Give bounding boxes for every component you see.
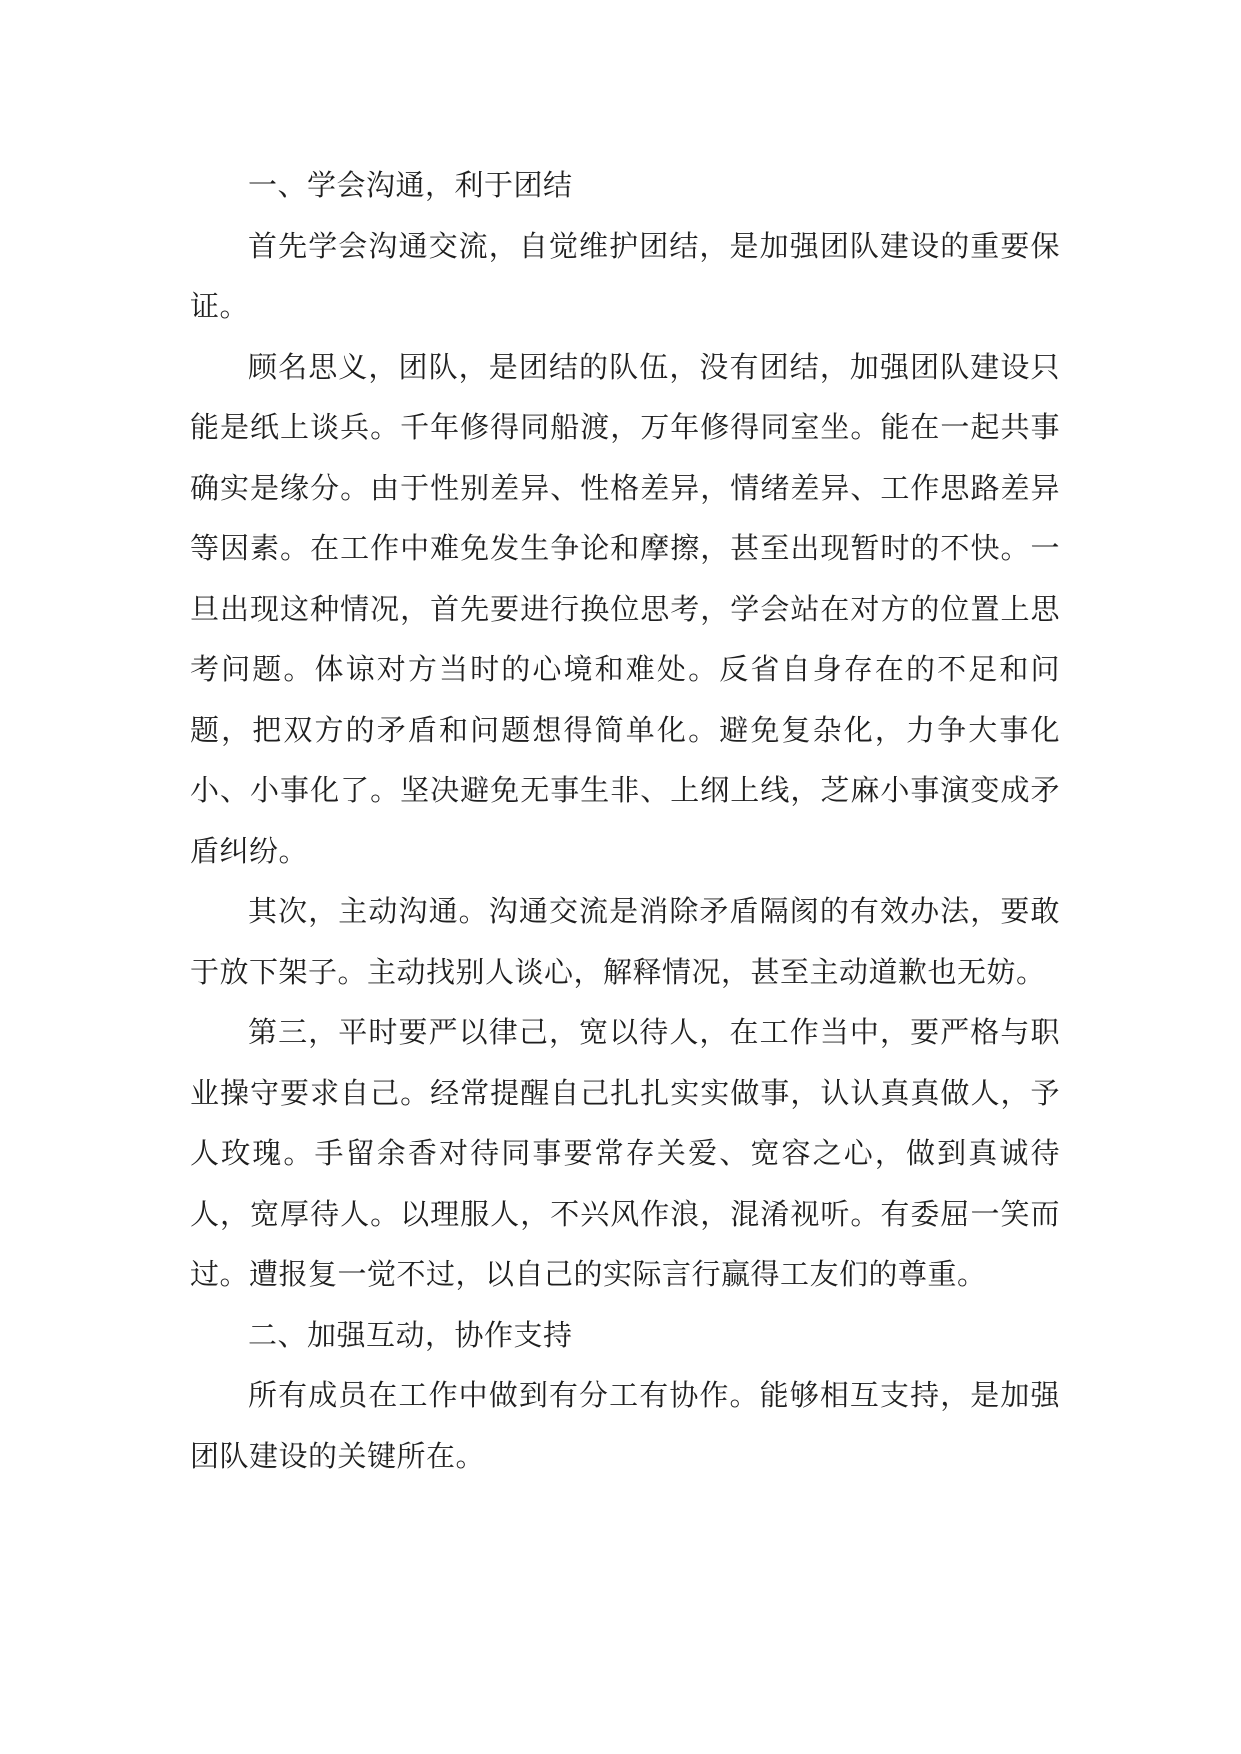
- paragraph-3: 其次，主动沟通。沟通交流是消除矛盾隔阂的有效办法，要敢于放下架子。主动找别人谈心，解释情况，甚至主动道歉也无妨。: [190, 894, 1060, 989]
- document-body: [190, 155, 1060, 1486]
- paragraph-4: 第三，平时要严以律己，宽以待人，在工作当中，要严格与职业操守要求自己。经常提醒自己扎扎实实做事，认认真真做人，予人玫瑰。手留余香对待同事要常存关爱、宽容之心，做到真诚待人，宽厚待人。以理服人，不兴风作浪，混淆视听。有委屈一笑而过。遭报复一觉不过，以自己的实际言行赢得工友们的尊重。: [190, 1015, 1060, 1291]
- paragraph-1: 首先学会沟通交流，自觉维护团结，是加强团队建设的重要保证。: [190, 228, 1060, 323]
- section-heading-2: 二、加强互动，协作支持: [248, 1317, 573, 1352]
- paragraph-5: 所有成员在工作中做到有分工有协作。能够相互支持，是加强团队建设的关键所在。: [190, 1378, 1060, 1473]
- section-heading-1: 一、学会沟通，利于团结: [248, 168, 573, 202]
- paragraph-2: 顾名思义，团队，是团结的队伍，没有团结，加强团队建设只能是纸上谈兵。千年修得同船渡，万年修得同室坐。能在一起共事确实是缘分。由于性别差异、性格差异，情绪差异、工作思路差异等因素。在工作中难免发生争论和摩擦，甚至出现暂时的不快。一旦出现这种情况，首先要进行换位思考，学会站在对方的位置上思考问题。体谅对方当时的心境和难处。反省自身存在的不足和问题，把双方的矛盾和问题想得简单化。避免复杂化，力争大事化小、小事化了。坚决避免无事生非、上纲上线，芝麻小事演变成矛盾纠纷。: [190, 349, 1060, 868]
